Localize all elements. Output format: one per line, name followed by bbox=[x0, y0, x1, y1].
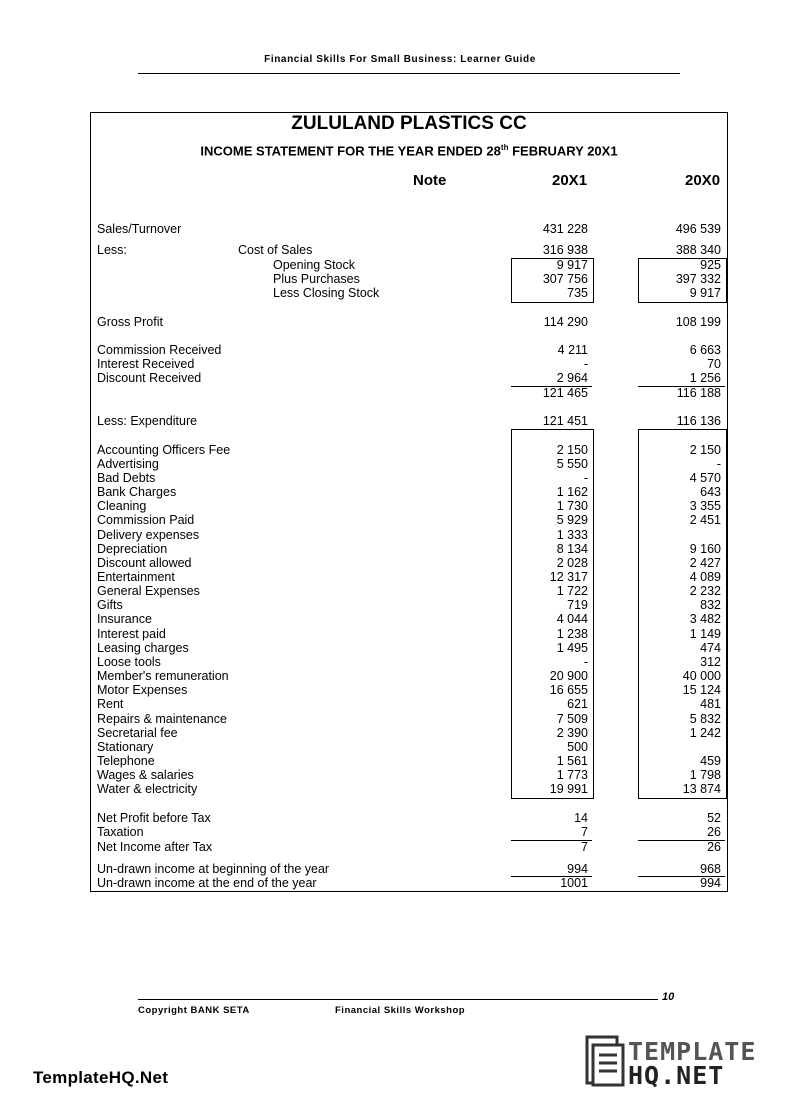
value-20x0: 994 bbox=[700, 876, 721, 890]
value-20x0: 481 bbox=[700, 697, 721, 711]
row-sublabel: Cost of Sales bbox=[238, 243, 313, 257]
expense-row bbox=[97, 627, 725, 642]
expense-row bbox=[97, 443, 725, 458]
row-label: Taxation bbox=[97, 825, 144, 839]
value-20x0: 108 199 bbox=[675, 315, 721, 329]
footer-copyright: Copyright BANK SETA bbox=[138, 1005, 250, 1016]
value-20x1: 9 917 bbox=[556, 258, 588, 272]
row-label: Wages & salaries bbox=[97, 768, 194, 782]
footer-workshop: Financial Skills Workshop bbox=[335, 1005, 466, 1016]
value-20x0: 1 798 bbox=[689, 768, 721, 782]
other-income-row bbox=[97, 357, 725, 372]
value-20x0: 9 917 bbox=[689, 286, 721, 300]
footer-divider bbox=[138, 999, 658, 1000]
row-label: General Expenses bbox=[97, 584, 200, 598]
value-20x0: 397 332 bbox=[675, 272, 721, 286]
row-label: Insurance bbox=[97, 612, 152, 626]
expense-row bbox=[97, 584, 725, 599]
row-label: Secretarial fee bbox=[97, 726, 178, 740]
watermark-site-text: TemplateHQ.Net bbox=[33, 1068, 169, 1087]
value-20x0: 1 149 bbox=[689, 627, 721, 641]
value-20x1: 2 028 bbox=[556, 556, 588, 570]
value-20x1: 316 938 bbox=[542, 243, 588, 257]
value-20x0: 312 bbox=[700, 655, 721, 669]
statement-title: INCOME STATEMENT FOR THE YEAR ENDED 28th FEBRUARY 20X1 bbox=[200, 143, 618, 159]
value-20x1: 1 773 bbox=[556, 768, 588, 782]
row-label: Interest Received bbox=[97, 357, 195, 371]
row-label: Opening Stock bbox=[273, 258, 355, 272]
value-20x1: 4 044 bbox=[556, 612, 588, 626]
value-20x0: 388 340 bbox=[675, 243, 721, 257]
value-20x1: - bbox=[583, 357, 588, 371]
expense-row bbox=[97, 740, 725, 755]
row-label: Delivery expenses bbox=[97, 528, 200, 542]
expense-row bbox=[97, 513, 725, 528]
expense-row bbox=[97, 457, 725, 472]
value-20x0: 643 bbox=[700, 485, 721, 499]
row-label: Un-drawn income at beginning of the year bbox=[97, 862, 330, 876]
cos-item-row bbox=[97, 272, 725, 287]
row-label: Entertainment bbox=[97, 570, 175, 584]
expense-row bbox=[97, 768, 725, 783]
income-total-row bbox=[97, 386, 725, 401]
cos-item-row bbox=[97, 258, 725, 273]
value-20x0: 925 bbox=[700, 258, 721, 272]
header-divider bbox=[138, 73, 680, 74]
company-name: ZULULAND PLASTICS CC bbox=[291, 113, 527, 134]
row-label: Cleaning bbox=[97, 499, 147, 513]
value-20x1: 1001 bbox=[560, 876, 588, 890]
row-label: Water & electricity bbox=[97, 782, 198, 796]
expenditure-row bbox=[97, 414, 725, 429]
value-20x1: 14 bbox=[574, 811, 588, 825]
value-20x0: 15 124 bbox=[682, 683, 721, 697]
value-20x0: 116 188 bbox=[676, 386, 721, 400]
value-20x0: - bbox=[716, 457, 721, 471]
value-20x0: 3 482 bbox=[689, 612, 721, 626]
value-20x0: 2 232 bbox=[689, 584, 721, 598]
row-label: Telephone bbox=[97, 754, 155, 768]
value-20x1: 500 bbox=[567, 740, 588, 754]
value-20x1: 431 228 bbox=[542, 222, 588, 236]
row-label: Advertising bbox=[97, 457, 159, 471]
logo-line-2: HQ.NET bbox=[628, 1061, 725, 1090]
expense-row bbox=[97, 683, 725, 698]
value-20x0: 3 355 bbox=[689, 499, 721, 513]
value-20x0: 70 bbox=[707, 357, 721, 371]
value-20x0: 5 832 bbox=[689, 712, 721, 726]
row-label: Bad Debts bbox=[97, 471, 156, 485]
row-label: Gross Profit bbox=[97, 315, 163, 329]
value-20x1: 2 964 bbox=[556, 371, 588, 385]
value-20x1: 1 561 bbox=[556, 754, 588, 768]
expense-row bbox=[97, 669, 725, 684]
expense-row bbox=[97, 782, 725, 797]
value-20x1: 7 509 bbox=[556, 712, 588, 726]
value-20x1: 994 bbox=[567, 862, 588, 876]
row-label: Loose tools bbox=[97, 655, 161, 669]
expense-row bbox=[97, 655, 725, 670]
value-20x0: 26 bbox=[707, 840, 721, 854]
value-20x0: 13 874 bbox=[682, 782, 721, 796]
taxation-row bbox=[97, 825, 725, 840]
value-20x0: 968 bbox=[700, 862, 721, 876]
column-header-20x0: 20X0 bbox=[685, 172, 721, 189]
value-20x0: 40 000 bbox=[682, 669, 721, 683]
value-20x1: 2 390 bbox=[556, 726, 588, 740]
other-income-row bbox=[97, 343, 725, 358]
expense-row bbox=[97, 471, 725, 486]
other-income-row bbox=[97, 371, 725, 386]
value-20x0: 116 136 bbox=[676, 414, 721, 428]
row-label: Leasing charges bbox=[97, 641, 189, 655]
expense-row bbox=[97, 485, 725, 500]
value-20x1: 19 991 bbox=[549, 782, 588, 796]
value-20x1: 1 495 bbox=[556, 641, 588, 655]
value-20x1: 735 bbox=[567, 286, 588, 300]
expense-row bbox=[97, 499, 725, 514]
value-20x1: 2 150 bbox=[556, 443, 588, 457]
value-20x0: 496 539 bbox=[675, 222, 721, 236]
row-label: Motor Expenses bbox=[97, 683, 188, 697]
value-20x0: 474 bbox=[700, 641, 721, 655]
gross-profit-row bbox=[97, 315, 725, 330]
row-label: Rent bbox=[97, 697, 124, 711]
row-label: Net Profit before Tax bbox=[97, 811, 211, 825]
value-20x1: 7 bbox=[581, 840, 588, 854]
expense-row bbox=[97, 641, 725, 656]
row-label: Less: Expenditure bbox=[97, 414, 198, 428]
row-label: Repairs & maintenance bbox=[97, 712, 227, 726]
logo-line-1: TEMPLATE bbox=[628, 1037, 757, 1066]
column-header-note: Note bbox=[413, 172, 447, 189]
page-number: 10 bbox=[662, 991, 675, 1003]
value-20x0: 832 bbox=[700, 598, 721, 612]
expense-row bbox=[97, 712, 725, 727]
expense-row bbox=[97, 726, 725, 741]
value-20x1: 1 730 bbox=[556, 499, 588, 513]
value-20x1: 7 bbox=[581, 825, 588, 839]
value-20x1: 1 162 bbox=[556, 485, 588, 499]
row-label: Interest paid bbox=[97, 627, 166, 641]
value-20x1: 121 451 bbox=[542, 414, 588, 428]
value-20x1: - bbox=[583, 655, 588, 669]
value-20x1: 121 465 bbox=[542, 386, 588, 400]
undrawn-end-row bbox=[97, 876, 725, 891]
value-20x0: 4 570 bbox=[689, 471, 721, 485]
value-20x1: 5 929 bbox=[556, 513, 588, 527]
row-label: Member's remuneration bbox=[97, 669, 229, 683]
net-profit-before-tax-row bbox=[97, 811, 725, 826]
undrawn-begin-row bbox=[97, 862, 725, 877]
value-20x0: 1 242 bbox=[689, 726, 721, 740]
row-label: Commission Paid bbox=[97, 513, 195, 527]
row-label: Depreciation bbox=[97, 542, 168, 556]
value-20x0: 9 160 bbox=[689, 542, 721, 556]
value-20x0: 2 427 bbox=[689, 556, 721, 570]
expense-row bbox=[97, 528, 725, 543]
value-20x1: 114 290 bbox=[543, 315, 588, 329]
page-header-title: Financial Skills For Small Business: Learner Guide bbox=[264, 54, 536, 65]
row-label: Un-drawn income at the end of the year bbox=[97, 876, 317, 890]
value-20x0: 2 451 bbox=[689, 513, 721, 527]
expense-row bbox=[97, 598, 725, 613]
value-20x1: 16 655 bbox=[549, 683, 588, 697]
sales-row bbox=[97, 222, 725, 237]
expense-row bbox=[97, 556, 725, 571]
value-20x0: 26 bbox=[707, 825, 721, 839]
value-20x0: 2 150 bbox=[689, 443, 721, 457]
value-20x0: 6 663 bbox=[689, 343, 721, 357]
cos-item-row bbox=[97, 286, 725, 301]
value-20x1: 1 722 bbox=[556, 584, 588, 598]
net-income-after-tax-row bbox=[97, 840, 725, 855]
row-label: Plus Purchases bbox=[273, 272, 360, 286]
row-label: Accounting Officers Fee bbox=[97, 443, 231, 457]
expense-row bbox=[97, 542, 725, 557]
watermark-logo-wordmark bbox=[628, 1037, 757, 1090]
document-logo-icon bbox=[585, 1035, 625, 1087]
value-20x0: 1 256 bbox=[689, 371, 721, 385]
value-20x0: 4 089 bbox=[689, 570, 721, 584]
expense-row bbox=[97, 612, 725, 627]
value-20x1: 8 134 bbox=[556, 542, 588, 556]
row-label: Less Closing Stock bbox=[273, 286, 380, 300]
expense-row bbox=[97, 570, 725, 585]
row-label: Net Income after Tax bbox=[97, 840, 213, 854]
value-20x1: 621 bbox=[567, 697, 588, 711]
row-label: Bank Charges bbox=[97, 485, 177, 499]
row-label: Stationary bbox=[97, 740, 154, 754]
value-20x1: 307 756 bbox=[542, 272, 588, 286]
row-label: Discount allowed bbox=[97, 556, 192, 570]
row-label: Discount Received bbox=[97, 371, 202, 385]
value-20x0: 459 bbox=[700, 754, 721, 768]
value-20x1: 1 238 bbox=[556, 627, 588, 641]
expense-row bbox=[97, 754, 725, 769]
expense-row bbox=[97, 697, 725, 712]
row-label: Sales/Turnover bbox=[97, 222, 182, 236]
value-20x1: 12 317 bbox=[549, 570, 588, 584]
value-20x1: 20 900 bbox=[549, 669, 588, 683]
value-20x1: 4 211 bbox=[557, 343, 588, 357]
row-label: Gifts bbox=[97, 598, 123, 612]
value-20x0: 52 bbox=[707, 811, 721, 825]
row-label: Commission Received bbox=[97, 343, 222, 357]
row-label: Less: bbox=[97, 243, 127, 257]
cost-of-sales-row bbox=[97, 243, 725, 258]
column-header-20x1: 20X1 bbox=[552, 172, 588, 189]
value-20x1: 719 bbox=[567, 598, 588, 612]
value-20x1: 1 333 bbox=[556, 528, 588, 542]
value-20x1: 5 550 bbox=[556, 457, 588, 471]
value-20x1: - bbox=[583, 471, 588, 485]
